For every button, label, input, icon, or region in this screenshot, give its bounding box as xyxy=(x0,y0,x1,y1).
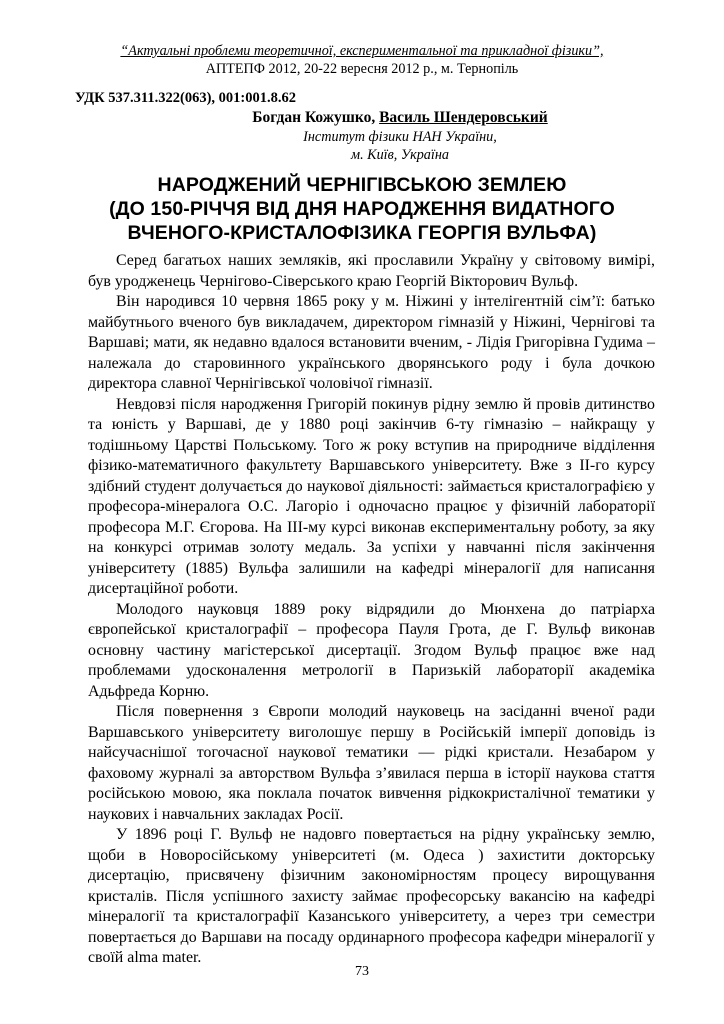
author-first: Богдан Кожушко, xyxy=(252,109,376,126)
affiliation-institute: Інститут фізики НАН України, xyxy=(303,129,497,145)
paragraph-2: Він народився 10 червня 1865 року у м. Ніжині у інтелігентній сім’ї: батько майбутнього вченого був викладачем, директором гімназій у Ніжині, Чернігові та Варшаві; мати, як недавно вдалося встановити вченим, - Лідія Григорівна Гудима – належала до старовинного українського дворянського роду і була дочкою директора славної Чернігівської чоловічої гімназії. xyxy=(88,293,655,392)
udk-code: УДК 537.311.322(063), 001:001.8.62 xyxy=(75,90,296,106)
conference-title: “Актуальні проблеми теоретичної, експериментальної та прикладної фізики”, xyxy=(120,43,604,59)
affiliation-city: м. Київ, Україна xyxy=(351,147,449,163)
paragraph-1: Серед багатьох наших земляків, які прославили Україну у світовому вимірі, був уродженець Чернігово-Сіверського краю Георгій Вікторович Вульф. xyxy=(88,252,655,290)
paragraph-3: Невдовзі після народження Григорій покинув рідну землю й провів дитинство та юність у Варшаві, де у 1880 році закінчив 6-ту гімназію – найкращу у тодішньому Царстві Польському. Того ж року вступив на природниче відділення фізико-математичного факультету Варшавського університету. Вже з ІІ-го курсу здібний студент долучається до наукової діяльності: займається кристалографією у професора-мінералога О.С. Лагоріо і одночасно працює у фізичній лабораторії професора М.Г. Єгорова. На ІІІ-му курсі виконав експериментальну роботу, за яку на конкурсі отримав золоту медаль. За успіхи у навчанні після закінчення університету (1885) Вульфа залишили на кафедрі мінералогії для написання дисертаційної роботи. xyxy=(88,395,655,597)
author-names xyxy=(180,108,620,128)
page-number: 73 xyxy=(355,964,369,979)
conference-header xyxy=(110,42,614,78)
conference-details: АПТЕПФ 2012, 20-22 вересня 2012 р., м. Тернопіль xyxy=(205,61,519,77)
article-title xyxy=(60,173,664,245)
paragraph-5: Після повернення з Європи молодий науковець на засіданні вченої ради Варшавського університету виголошує першу в Російській імперії доповідь із найсучаснішої тогочасної наукової тематики — рідкі кристали. Незабаром у фаховому журналі за авторством Вульфа з’явилася перша в історії наукова стаття російською мовою, яка поклала початок вивчення рідкокристалічної тематики у наукових і навчальних закладах Росії. xyxy=(88,703,655,823)
paragraph-4: Молодого науковця 1889 року відрядили до Мюнхена до патріарха європейської кристалографії – професора Пауля Грота, де Г. Вульф виконав основну частину магістерської дисертації. Згодом Вульф працює вже над проблемами удосконалення метрології в Паризькій лабораторії академіка Адьфреда Корню. xyxy=(88,600,655,700)
title-line-2: (ДО 150-РІЧЧЯ ВІД ДНЯ НАРОДЖЕННЯ ВИДАТНОГО xyxy=(109,198,615,220)
paragraph-6: У 1896 році Г. Вульф не надовго повертається на рідну українську землю, щоби в Новоросійському університеті (м. Одеса ) захистити докторську дисертацію, присвячену фізичним закономірностям процесу вирощування кристалів. Після успішного захисту займає професорську вакансію на кафедрі мінералогії та кристалографії Казанського університету, а через три семестри повертається до Варшави на посаду ординарного професора кафедри мінералогії у своїй alma mater. xyxy=(88,826,655,966)
title-line-3: ВЧЕНОГО-КРИСТАЛОФІЗИКА ГЕОРГІЯ ВУЛЬФА) xyxy=(127,222,597,244)
title-line-1: НАРОДЖЕНИЙ ЧЕРНІГІВСЬКОЮ ЗЕМЛЕЮ xyxy=(157,174,567,196)
author-second: Василь Шендеровський xyxy=(379,109,548,126)
authors-block xyxy=(180,108,620,164)
article-body xyxy=(88,251,655,969)
